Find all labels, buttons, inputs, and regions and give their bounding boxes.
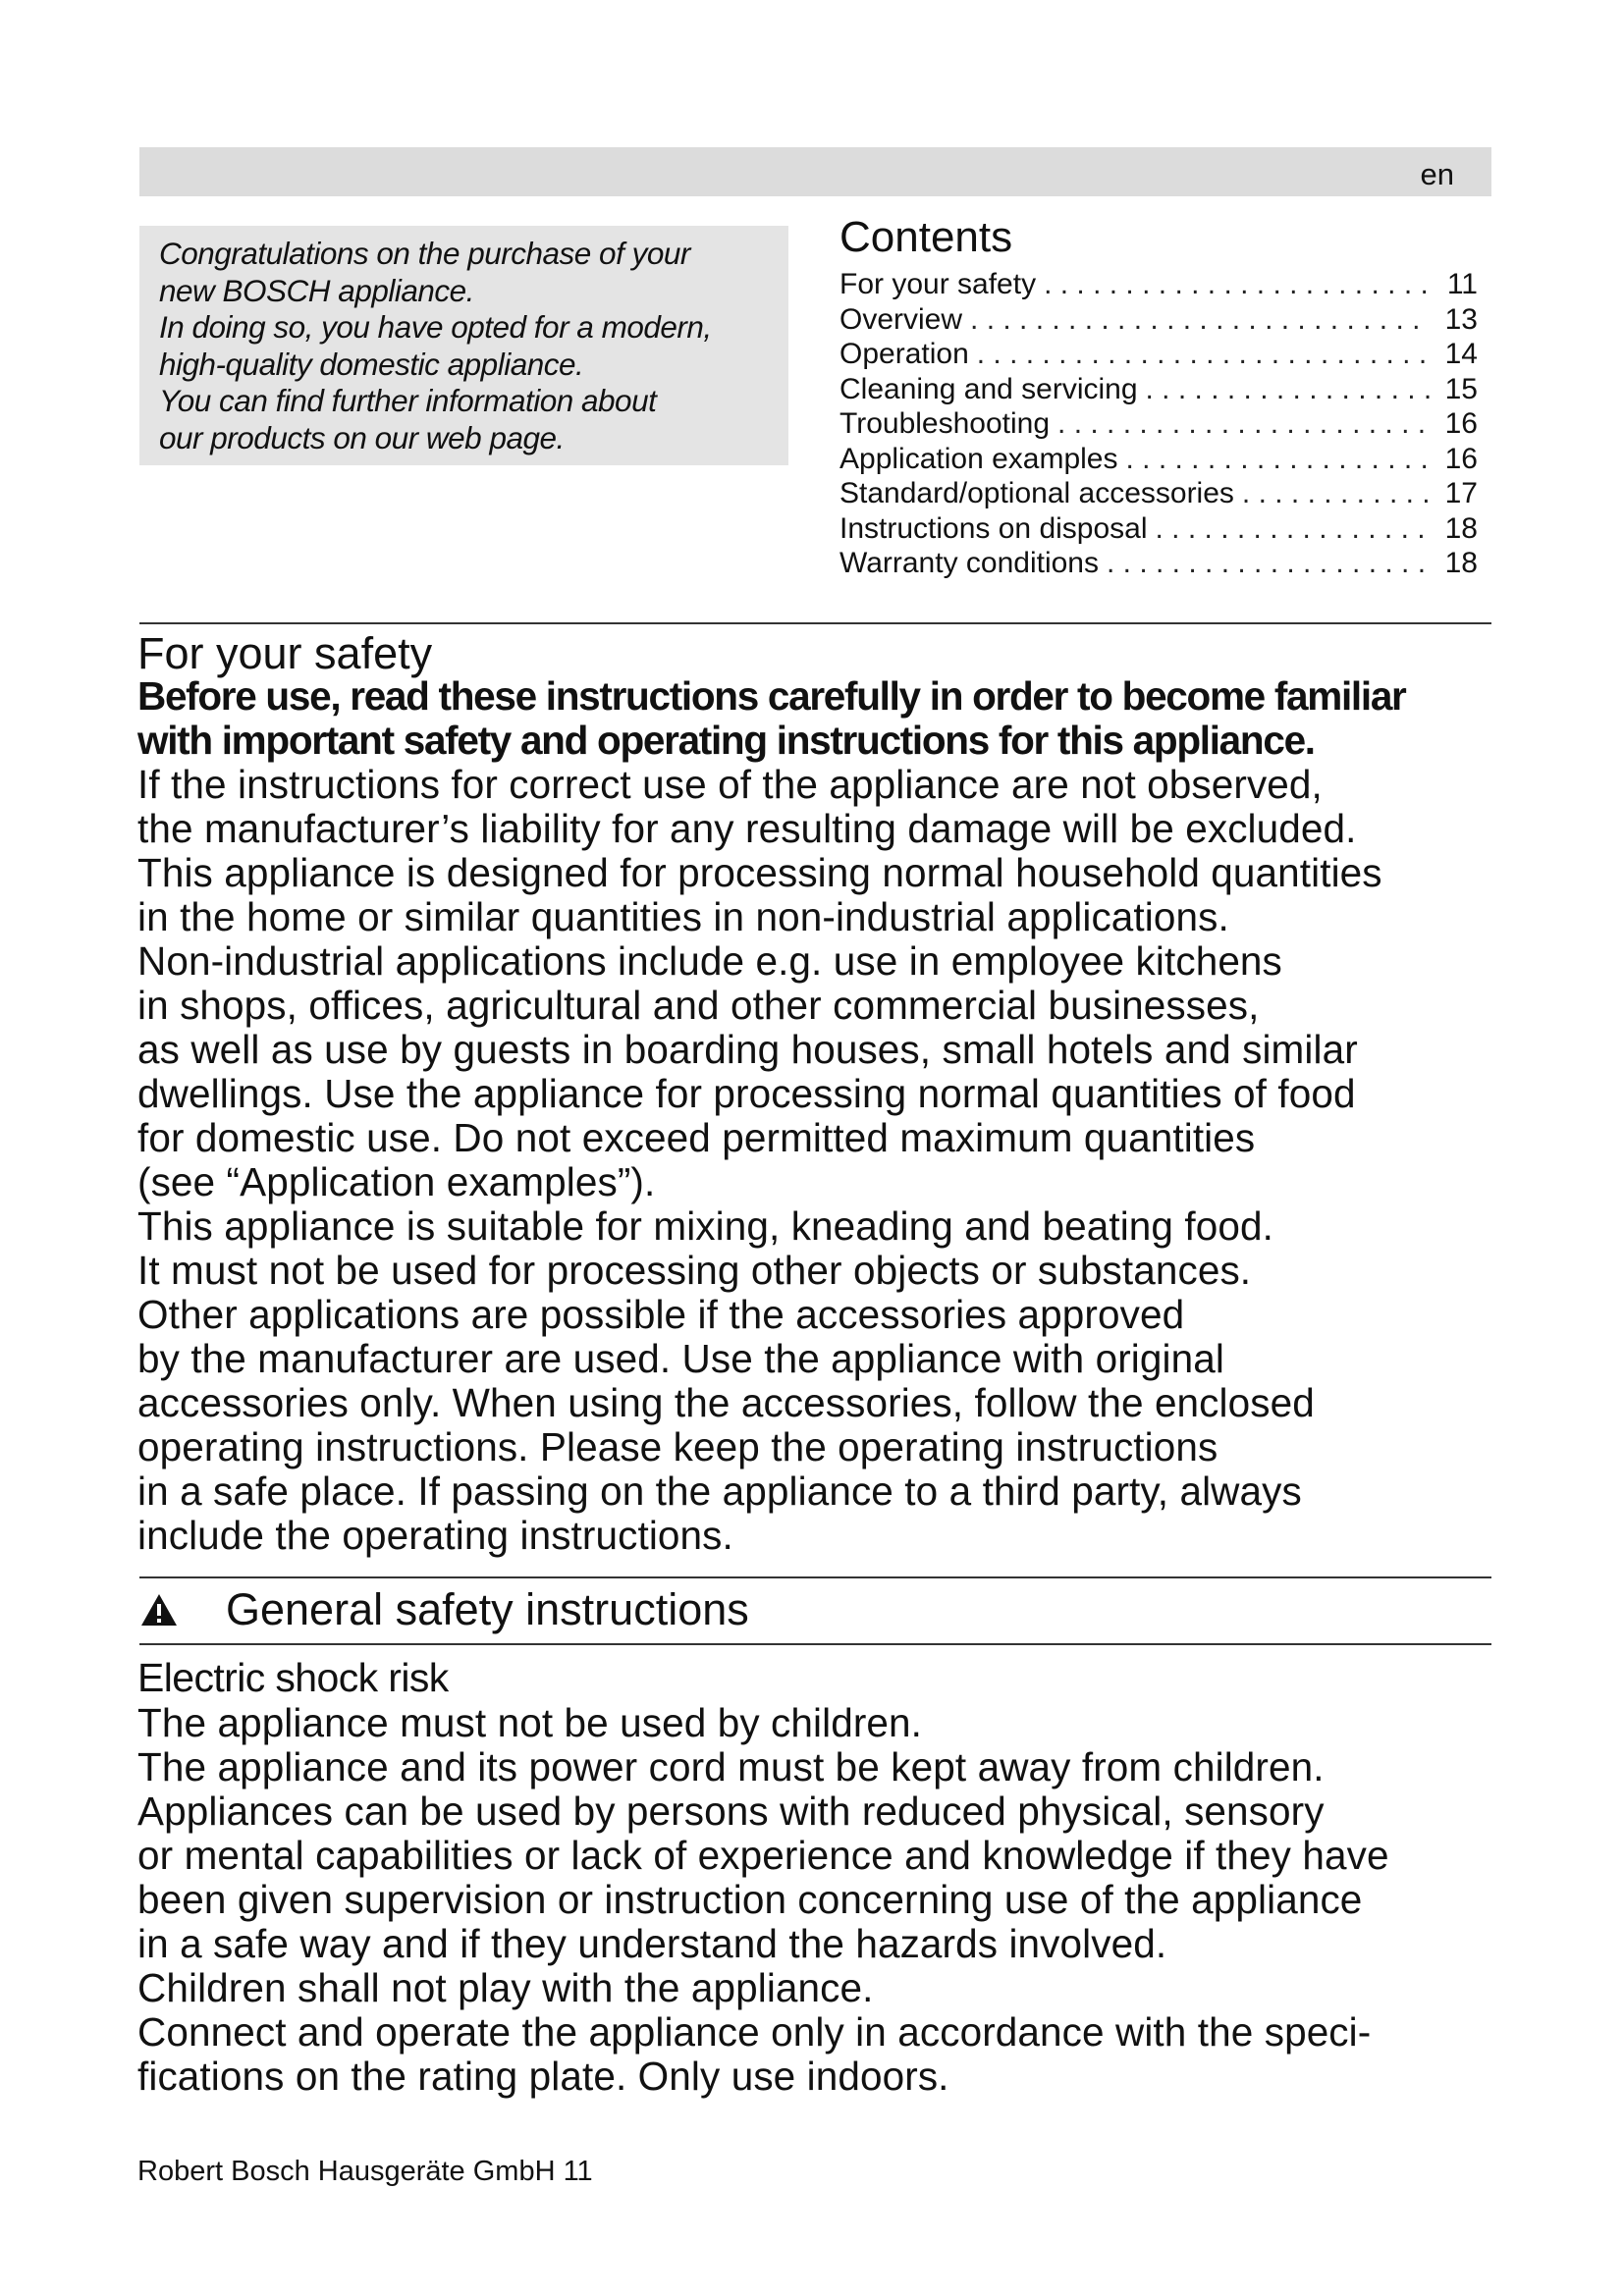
text-line: (see “Application examples”). [137,1159,656,1204]
intro-line: In doing so, you have opted for a modern, [159,309,712,345]
text-line: operating instructions. Please keep the operating instructions [137,1424,1218,1469]
language-code: en [1420,157,1454,191]
intro-box [139,226,788,465]
toc-leader-dots [1057,406,1431,442]
toc-entry-page: 16 [1444,407,1478,440]
toc-leader-dots [970,302,1431,338]
toc-entry-page: 14 [1444,338,1478,370]
text-line: the manufacturer’s liability for any resulting damage will be excluded. [137,806,1357,851]
toc-entry-title: Application examples [839,442,1118,475]
toc-entry[interactable] [839,372,1478,407]
text-line: in a safe way and if they understand the hazards involved. [137,1921,1167,1966]
section-heading-safety: For your safety [137,628,433,678]
section-divider [139,1643,1491,1645]
electric-shock-body [137,1701,1389,2099]
text-line: Children shall not play with the appliance. [137,1965,874,2010]
text-line: Other applications are possible if the accessories approved [137,1292,1185,1337]
toc-leader-dots [1126,442,1432,477]
toc-leader-dots [1242,476,1431,511]
toc-entry-title: Operation [839,338,969,370]
toc-entry[interactable] [839,511,1478,547]
text-line: in shops, offices, agricultural and other commercial businesses, [137,983,1260,1028]
section-divider [139,622,1491,624]
toc-entry-title: Standard/optional accessories [839,477,1234,509]
bold-text-line: with important safety and operating instructions for this appliance. [137,718,1315,763]
text-line: dwellings. Use the appliance for processing normal quantities of food [137,1071,1356,1116]
text-line: The appliance must not be used by children. [137,1700,923,1745]
toc-entry-title: Troubleshooting [839,407,1051,440]
intro-line: our products on our web page. [159,419,565,455]
toc-entry-page: 17 [1444,477,1478,509]
language-bar [139,147,1491,196]
toc-entry-page: 15 [1444,372,1478,405]
toc-leader-dots [1156,511,1431,547]
toc-entry-page: 13 [1444,302,1478,336]
contents-title: Contents [839,213,1013,261]
text-line: in the home or similar quantities in non-industrial applications. [137,894,1229,939]
safety-intro-bold [137,674,1406,763]
toc-entry-page: 18 [1444,511,1478,545]
table-of-contents [839,208,1478,581]
text-line: include the operating instructions. [137,1513,733,1558]
toc-leader-dots [1044,267,1431,302]
text-line: Non-industrial applications include e.g. use in employee kitchens [137,938,1282,984]
toc-leader-dots [1146,372,1431,407]
warning-triangle-icon [139,1592,179,1628]
text-line: Appliances can be used by persons with reduced physical, sensory [137,1789,1325,1834]
intro-line: new BOSCH appliance. [159,272,474,308]
page-footer: Robert Bosch Hausgeräte GmbH 11 [137,2156,593,2187]
toc-entry[interactable] [839,406,1478,442]
toc-entry[interactable] [839,442,1478,477]
toc-entry[interactable] [839,337,1478,372]
toc-entry-page: 11 [1446,268,1478,300]
toc-entry[interactable] [839,476,1478,511]
text-line: If the instructions for correct use of the appliance are not observed, [137,762,1323,807]
toc-entry-title: Overview [839,302,963,336]
text-line: been given supervision or instruction concerning use of the appliance [137,1877,1363,1922]
toc-leader-dots [977,337,1431,372]
text-line: by the manufacturer are used. Use the appliance with original [137,1336,1224,1381]
toc-entry[interactable] [839,302,1478,338]
general-safety-title: General safety instructions [226,1584,749,1634]
toc-entry-page: 16 [1444,442,1478,475]
section-divider [139,1576,1491,1578]
toc-leader-dots [1107,546,1431,581]
text-line: This appliance is designed for processing normal household quantities [137,850,1382,895]
toc-entry-title: For your safety [839,268,1037,300]
intro-line: Congratulations on the purchase of your [159,236,690,271]
text-line: for domestic use. Do not exceed permitted maximum quantities [137,1115,1256,1160]
toc-entry-page: 18 [1444,547,1478,579]
text-line: fications on the rating plate. Only use indoors. [137,2054,949,2099]
safety-body [137,763,1382,1558]
toc-entry[interactable] [839,546,1478,581]
intro-line: high-quality domestic appliance. [159,346,584,382]
subheading-electric-shock: Electric shock risk [137,1655,449,1700]
bold-text-line: Before use, read these instructions carefully in order to become familiar [137,673,1406,719]
text-line: The appliance and its power cord must be kept away from children. [137,1744,1325,1789]
toc-entry[interactable] [839,267,1478,302]
intro-line: You can find further information about [159,383,657,418]
text-line: as well as use by guests in boarding houses, small hotels and similar [137,1027,1358,1072]
text-line: It must not be used for processing other objects or substances. [137,1248,1252,1293]
text-line: Connect and operate the appliance only in accordance with the speci- [137,2009,1372,2055]
text-line: or mental capabilities or lack of experience and knowledge if they have [137,1833,1389,1878]
toc-entry-title: Warranty conditions [839,547,1099,579]
text-line: accessories only. When using the accessories, follow the enclosed [137,1380,1315,1425]
text-line: This appliance is suitable for mixing, kneading and beating food. [137,1203,1273,1249]
text-line: in a safe place. If passing on the appliance to a third party, always [137,1468,1302,1514]
toc-entry-title: Cleaning and servicing [839,372,1138,405]
toc-entry-title: Instructions on disposal [839,511,1148,545]
general-safety-heading [137,1582,749,1637]
